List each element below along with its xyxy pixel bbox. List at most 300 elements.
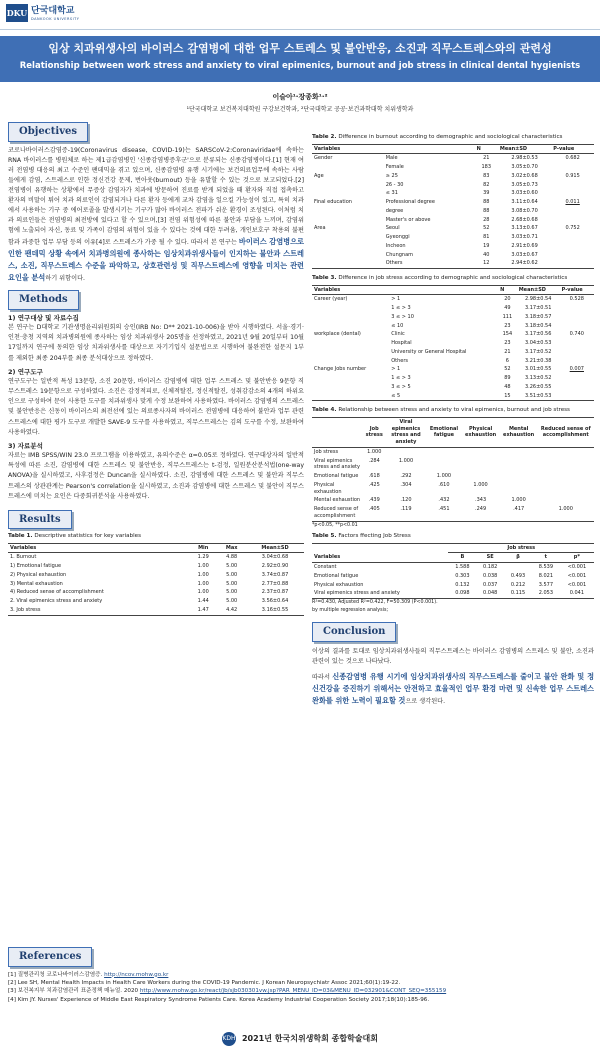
- t5-cell: 8.539: [538, 564, 554, 571]
- reference-item: [8, 971, 594, 979]
- t4-cell: Emotional fatigue: [314, 473, 359, 480]
- table-row: [312, 496, 594, 505]
- t3-header-cell: P-value: [560, 285, 594, 295]
- table-row: [8, 597, 304, 606]
- t3-cell: 15: [498, 392, 517, 401]
- t2-cell: [312, 189, 384, 198]
- logo-mark: DKU: [6, 4, 28, 22]
- t3-cell: 3.21±0.38: [524, 357, 552, 364]
- t3-cell: 23: [504, 322, 511, 329]
- t4-cell: .119: [385, 505, 426, 521]
- t2-cell: Female: [385, 164, 404, 171]
- table2-caption: Table 2. Difference in burnout according to demographic and sociological characteristics: [312, 134, 563, 140]
- t3-cell: 3.17±0.56: [524, 331, 552, 338]
- t5-cell: <0.001: [567, 564, 587, 571]
- t2-cell: [551, 163, 594, 172]
- t5-cell: 1.588: [455, 564, 470, 571]
- t2-cell: 183: [481, 164, 492, 171]
- footer: [0, 1028, 600, 1050]
- t3-cell: 49: [504, 305, 511, 312]
- reference-item: [8, 979, 594, 987]
- table-row: [312, 259, 594, 268]
- t2-cell: 2.91±0.69: [511, 242, 538, 249]
- table-row: [312, 447, 594, 456]
- t3-cell: 1 ≤ > 3: [391, 375, 411, 382]
- t4-cell: [426, 457, 461, 473]
- t5-header-cell: Variables: [312, 553, 448, 563]
- t4-header-cell: Emotional fatigue: [426, 417, 461, 447]
- t4-cell: .405: [363, 505, 385, 521]
- t1-cell: 3.04±0.68: [261, 554, 289, 561]
- t4-cell: .417: [500, 505, 538, 521]
- t1-cell: 1.00: [197, 589, 209, 596]
- t3-cell: [560, 374, 594, 383]
- t4-cell: [538, 481, 594, 497]
- t3-cell: Clinic: [391, 331, 405, 338]
- t5-cell: 0.037: [483, 581, 498, 588]
- t1-cell: 1.47: [189, 606, 217, 615]
- table-row: [312, 357, 594, 366]
- t4-cell: 1.000: [436, 473, 452, 480]
- t3-cell: 111: [502, 313, 513, 320]
- table-row: [8, 606, 304, 615]
- t5-cell: 0.132: [455, 581, 470, 588]
- t2-cell: [312, 242, 384, 251]
- t5-cell: 8.021: [538, 572, 554, 579]
- t2-cell: Area: [314, 225, 326, 232]
- reference-text: [4] Kim JY. Nurses' Experience of Middle East Respiratory Syndrome Patients Care. Korea Academy Industrial Cooperation Society 2017;18(10):185-96.: [8, 996, 430, 1003]
- t3-cell: [312, 392, 389, 401]
- t3-cell: Hospital: [391, 340, 412, 347]
- references-heading: References: [8, 947, 92, 967]
- table-row: [312, 505, 594, 521]
- t3-cell: [560, 313, 594, 322]
- top-bar: [0, 0, 600, 30]
- t4-cell: 1.000: [511, 497, 526, 504]
- t2-cell: [551, 189, 594, 198]
- t2-cell: [312, 233, 384, 242]
- t4-cell: [385, 447, 426, 456]
- logo-kr: 단국대학교: [31, 5, 75, 16]
- table5-note1: R²=0.430, Adjusted R²=0.422, F=50.309 (P<0.001).: [312, 600, 438, 606]
- affiliation: ¹단국대학교 보건복지대학원 구강보건학과, ²단국대학교 공공·보건과학대학 치위생학과: [186, 106, 414, 114]
- t1-cell: 5.00: [226, 563, 238, 570]
- table-row: [312, 295, 594, 304]
- table-row: [312, 365, 594, 374]
- t4-header-cell: Reduced sense of accomplishment: [538, 417, 594, 447]
- t3-cell: ≤ 10: [391, 322, 404, 329]
- t3-cell: 3.51±0.53: [517, 392, 560, 401]
- t2-cell: 2.94±0.62: [498, 259, 551, 268]
- t3-cell: [560, 339, 594, 348]
- table-row: [312, 242, 594, 251]
- t3-cell: [312, 339, 389, 348]
- t2-cell: Gender: [314, 155, 333, 162]
- t2-cell: 0.682: [565, 155, 580, 162]
- t2-cell: [312, 207, 384, 216]
- t4-cell: [426, 447, 461, 456]
- t3-cell: 1 ≤ > 3: [391, 305, 411, 312]
- table3: [312, 285, 594, 402]
- t1-cell: 2. Viral epimenics stress and anxiety: [10, 598, 103, 605]
- t3-cell: 3.01±0.55: [524, 366, 552, 373]
- t3-cell: 0.007: [569, 366, 584, 373]
- t4-cell: Job stress: [314, 448, 339, 455]
- t2-cell: [551, 207, 594, 216]
- table-row: [312, 392, 594, 401]
- t1-header-cell: Max: [217, 543, 246, 553]
- t5-cell: 0.041: [560, 589, 594, 598]
- t3-cell: 6: [505, 357, 509, 364]
- t4-header-cell: [312, 417, 363, 447]
- table-row: [312, 154, 594, 163]
- t2-cell: Seoul: [385, 225, 400, 232]
- t2-cell: 19: [483, 242, 490, 249]
- t1-cell: 1.00: [197, 563, 209, 570]
- methods-text1: 본 연구는 D대학교 기관생명윤리위원회의 승인(IRB No: D** 2021-10-006)을 받아 시행하였다. 서울·경기·인천·충청 지역의 치과병의원에 종사하는 임상 치과위생사 205명을 선정하였고, 2021년 9월 20일부터 10월 17일까지 연구에 동의한 임상 치과위생사를 대상으로 자기기입식 설문법으로 시행하여 불완전한 설문지 1부를 제외한 최종 204부를 최종 분석대상으로 정하였다.: [8, 324, 304, 362]
- t1-cell: 2.77±0.88: [261, 580, 289, 587]
- t2-header-cell: Mean±SD: [498, 144, 551, 154]
- t1-cell: 1.29: [197, 554, 209, 561]
- conclusion-text-2: 따라서: [312, 673, 330, 681]
- t1-cell: 1.00: [197, 580, 209, 587]
- t1-cell: 4) Reduced sense of accomplishment: [10, 589, 104, 596]
- table-row: [312, 207, 594, 216]
- results-heading: Results: [8, 510, 72, 530]
- t2-cell: [312, 163, 384, 172]
- table4: [312, 417, 594, 522]
- conclusion-emphasis: 신종감염병 유행 시기에 임상치과위생사의 직무스트레스를 줄이고 불안 완화 및 정신건강을 증진하기 위해서는 안전하고 효율적인 업무 환경 마련 및 신속한 업무 스트레스 완화를 위한 노력이 필요할 것: [312, 671, 595, 705]
- t2-cell: 2.68±0.68: [511, 216, 538, 223]
- t3-cell: [560, 348, 594, 357]
- t2-cell: Professional degree: [385, 199, 435, 206]
- table1: [8, 543, 304, 616]
- footer-text: 2021년 한국치위생학회 종합학술대회: [241, 1033, 379, 1043]
- t3-cell: 3.18±0.57: [524, 313, 552, 320]
- table-row: [312, 224, 594, 233]
- t2-cell: 0.915: [565, 172, 580, 179]
- t1-cell: 2.37±0.87: [261, 589, 289, 596]
- t4-cell: .284: [368, 457, 380, 464]
- table-row: [312, 589, 594, 598]
- t3-cell: [560, 322, 594, 331]
- t3-cell: [312, 304, 389, 313]
- t2-cell: [312, 181, 384, 190]
- t5-cell: <0.001: [567, 581, 587, 588]
- t2-cell: [551, 242, 594, 251]
- t1-cell: 1. Burnout: [10, 554, 37, 561]
- table-row: [312, 172, 594, 181]
- t3-cell: > 1: [391, 366, 401, 373]
- t4-cell: [500, 447, 538, 456]
- t3-header-cell: N: [498, 285, 517, 295]
- t5-header-cell: SE: [476, 553, 504, 563]
- t4-cell: Reduced sense of accomplishment: [312, 505, 363, 521]
- t4-cell: .439: [368, 497, 380, 504]
- t4-cell: 1.000: [473, 481, 488, 488]
- reference-text: [1] 질병관리청 코로나바이러스감염증.: [8, 971, 105, 978]
- t2-cell: 88: [483, 207, 490, 214]
- t3-header-cell: Mean±SD: [517, 285, 560, 295]
- table2: [312, 144, 594, 270]
- t1-cell: 3. Job stress: [8, 606, 189, 615]
- t4-cell: 1.000: [538, 505, 594, 521]
- methods-text2: 연구도구는 일반적 특성 13문항, 소진 20문항, 바이러스 감염병에 대한 업무 스트레스 및 불안반응 9문항 직무스트레스 19문항으로 구성하였다. 소진은 감정적피로, 신체적탈진, 정신적탈진, 성취감감소의 4개의 하위요인으로 구성하여 문이 사용한 도구를 치과위생사 맞게 수정 보완하여 사용하였다. 바이러스 감염병의 스트레스 및 불안반응은 신동이 바이러스의 최전선에 있는 의료종사자의 바이러스 전염병에 대응하여 불안과 업무 관련 스트레스에 대한 평가 도구로 개발한 SAVE-9 도구를 사용하였고, 직무스트레스는 김의 도구를 수정, 보완하여 사용하였다.: [8, 378, 304, 436]
- reference-text: [3] 보건복지부 치과감염관리 표준정책 매뉴얼. 2020: [8, 988, 140, 995]
- t1-cell: 5.00: [226, 571, 238, 578]
- t3-cell: 0.740: [569, 331, 584, 338]
- t1-cell: 2.92±0.90: [261, 563, 289, 570]
- t1-cell: 5.00: [226, 598, 238, 605]
- methods-sub2: 2) 연구도구: [8, 367, 43, 376]
- table-row: [312, 163, 594, 172]
- t4-cell: .120: [400, 497, 412, 504]
- t3-cell: 3.26±0.55: [524, 383, 552, 390]
- t2-cell: 3.03±0.60: [511, 190, 538, 197]
- t2-header-cell: N: [475, 144, 498, 154]
- table-row: [312, 339, 594, 348]
- logo-en: DANKOOK UNIVERSITY: [31, 16, 80, 21]
- t3-cell: 20: [504, 296, 511, 303]
- t3-cell: [560, 304, 594, 313]
- t3-cell: 52: [504, 366, 511, 373]
- t2-cell: ≤ 31: [385, 190, 398, 197]
- t4-cell: .249: [461, 505, 499, 521]
- t2-header-cell: Variables: [312, 144, 384, 154]
- t2-cell: 3.03±0.67: [511, 251, 538, 258]
- t2-cell: 83: [483, 172, 490, 179]
- reference-item: [8, 987, 594, 995]
- t2-cell: [551, 181, 594, 190]
- t5-cell: Emotional fatigue: [314, 572, 359, 579]
- t4-cell: [500, 472, 538, 481]
- table-row: [312, 322, 594, 331]
- t3-cell: [560, 383, 594, 392]
- t2-cell: [551, 259, 594, 268]
- t2-cell: Master's or above: [385, 216, 431, 223]
- reference-link: http://ncov.mohw.go.kr: [104, 971, 169, 978]
- table-row: [312, 233, 594, 242]
- table-row: [312, 198, 594, 207]
- table-row: [312, 330, 594, 339]
- t2-cell: 21: [483, 155, 490, 162]
- t3-header-cell: [389, 285, 498, 295]
- t5-cell: <0.001: [567, 572, 587, 579]
- t5-cell: 2.053: [532, 589, 560, 598]
- society-logo-icon: KDH: [222, 1032, 236, 1046]
- t1-cell: 3.56±0.64: [261, 598, 289, 605]
- t5-cell: [504, 563, 532, 572]
- t3-cell: 3 ≤ > 5: [391, 383, 411, 390]
- table-row: [312, 383, 594, 392]
- t1-cell: 2) Physical exhaustion: [10, 571, 67, 578]
- t5-group-blank: [312, 543, 448, 553]
- table-row: [312, 304, 594, 313]
- t4-cell: Physical exhaustion: [314, 481, 342, 495]
- t2-cell: 3.05±0.70: [511, 164, 538, 171]
- t2-cell: 3.02±0.68: [511, 172, 538, 179]
- t3-cell: [312, 313, 389, 322]
- t4-cell: 1.000: [367, 448, 382, 455]
- table-row: [8, 553, 304, 562]
- objectives-emphasis: 바이러스 감염병으로 인한 팬데믹 상황 속에서 치과병의원에 종사하는 임상치과위생사들이 인지하는 불안과 스트레스, 소진, 직무스트레스 수준을 파악하고, 상호관련성 및 직무스트레스에 영향을 미치는 관련 요인을 분석: [8, 236, 304, 283]
- reference-text: [2] Lee SH, Mental Health Impacts in Health Care Workers during the COVID-19 Pandemic. J Korean Neuropsychiatr Assoc 2021;60(1):19-22.: [8, 979, 401, 986]
- conclusion-heading: Conclusion: [312, 622, 396, 642]
- t2-cell: Gyeonggi: [385, 234, 410, 241]
- table-row: [312, 572, 594, 581]
- t2-cell: 3.11±0.64: [511, 199, 538, 206]
- t3-cell: 3.13±0.52: [524, 375, 552, 382]
- t4-cell: .304: [400, 481, 412, 488]
- objectives-text-2: 하기 위함이다.: [45, 275, 86, 283]
- t3-cell: [312, 374, 389, 383]
- t4-header-cell: Mental exhaustion: [500, 417, 538, 447]
- t2-cell: 0.011: [565, 199, 580, 206]
- t3-cell: ≤ 5: [389, 392, 498, 401]
- t4-cell: .610: [438, 481, 450, 488]
- t2-cell: 3.08±0.70: [511, 207, 538, 214]
- t5-header-cell: β: [504, 553, 532, 563]
- t5-cell: Viral epimenics stress and anxiety: [312, 589, 448, 598]
- title-en: Relationship between work stress and anxiety to viral epimenics, burnout and job stress in clinical dental hygienists: [19, 60, 581, 71]
- t5-cell: 0.115: [504, 589, 532, 598]
- t4-cell: Mental exhaustion: [314, 497, 361, 504]
- t2-cell: 12: [475, 259, 498, 268]
- table-row: [312, 216, 594, 225]
- table-row: [8, 562, 304, 571]
- t3-cell: 154: [502, 331, 513, 338]
- t3-cell: Career (year): [314, 296, 348, 303]
- t1-header-cell: Variables: [8, 543, 189, 553]
- reference-item: [8, 996, 594, 1004]
- methods-sub3: 3) 자료분석: [8, 441, 43, 450]
- t4-cell: [538, 457, 594, 473]
- table5-caption: Table 5. Factors ffecting Job Stress: [312, 533, 411, 540]
- t3-cell: Change Jobs number: [314, 366, 367, 373]
- references-section: [8, 947, 594, 1004]
- table-row: [312, 348, 594, 357]
- t1-cell: 1.44: [197, 598, 209, 605]
- t3-cell: Others: [391, 357, 408, 364]
- table3-caption: Table 3. Difference in job stress according to demographic and sociological characteristics: [312, 275, 568, 282]
- t2-cell: 3.05±0.73: [511, 181, 538, 188]
- t2-cell: 40: [483, 251, 490, 258]
- t2-cell: 82: [483, 181, 490, 188]
- t3-cell: workplace (dental): [314, 331, 361, 338]
- t5-cell: 0.212: [510, 581, 526, 588]
- methods-text3: 자료는 IMB SPSS/WIN 23.0 프로그램을 이용하였고, 유의수준은 α=0.05로 정하였다. 연구대상자의 일반적 특성에 따른 소진, 감염병에 대한 스트레스 및 불안반응, 직무스트레스는 t-검정, 일원분산분석법(one-way ANOVA)을 실시하였고, 사후검정은 Duncan을 실시하였다. 소진, 감염병에 대한 스트레스 및 불안과 직무스트레스의 상관관계는 Pearson's correlation을 실시하였고, 소진과 감염병에 대한 스트레스 및 불안이 직무스트레스에 미치는 요인은 다중회귀분석을 사용하였다.: [8, 452, 304, 500]
- t4-cell: .432: [438, 497, 450, 504]
- methods-heading: Methods: [8, 290, 79, 310]
- t5-cell: Constant: [314, 564, 337, 571]
- t4-cell: [538, 496, 594, 505]
- t1-header-cell: Min: [189, 543, 217, 553]
- table-row: [312, 481, 594, 497]
- t5-cell: Physical exhaustion: [314, 581, 364, 588]
- table-row: [312, 457, 594, 473]
- t4-header-cell: Job stress: [363, 417, 385, 447]
- right-column: [312, 134, 594, 707]
- t3-cell: 2.98±0.54: [524, 296, 552, 303]
- table5-note2: by multiple regression analysis;: [312, 607, 389, 613]
- t4-cell: 1.000: [398, 457, 414, 464]
- t2-cell: 81: [483, 234, 490, 241]
- t4-header-cell: Physical exhaustion: [461, 417, 499, 447]
- t3-cell: 3.18±0.54: [524, 322, 552, 329]
- t2-header-cell: P-value: [551, 144, 594, 154]
- author-names: 이슬아¹·장종화¹·²: [272, 93, 328, 101]
- table-row: [312, 251, 594, 260]
- table4-note: *p<0.05, **p<0.01: [312, 522, 358, 528]
- t2-cell: 28: [483, 216, 490, 223]
- t2-cell: [551, 251, 594, 260]
- t2-cell: 26 - 30: [385, 181, 404, 188]
- t3-cell: 23: [504, 340, 511, 347]
- reference-list: [8, 971, 594, 1005]
- table-row: [312, 181, 594, 190]
- t2-cell: 39: [483, 190, 490, 197]
- conclusion-text-3: 으로 생각된다.: [405, 697, 446, 705]
- objectives-heading: Objectives: [8, 122, 88, 142]
- t3-cell: 0.528: [569, 296, 584, 303]
- t1-cell: 4.88: [226, 554, 238, 561]
- table-row: [8, 588, 304, 597]
- t3-cell: 21: [504, 348, 511, 355]
- t2-cell: 3.03±0.71: [511, 234, 538, 241]
- t1-cell: 4.42: [217, 606, 246, 615]
- t4-cell: .618: [368, 473, 380, 480]
- t2-cell: degree: [385, 207, 404, 214]
- table5: [312, 543, 594, 600]
- t3-cell: [312, 357, 389, 366]
- t5-header-cell: t: [532, 553, 560, 563]
- t3-cell: 3.17±0.51: [524, 305, 552, 312]
- table-row: [312, 374, 594, 383]
- t5-header-cell: B: [448, 553, 476, 563]
- title-kr: 임상 치과위생사의 바이러스 감염병에 대한 업무 스트레스 및 불안반응, 소진과 직무스트레스와의 관련성: [48, 42, 552, 55]
- t2-cell: 88: [483, 199, 490, 206]
- t1-cell: 3.16±0.55: [246, 606, 304, 615]
- t4-cell: Viral epimenics stress and anxiety: [314, 457, 360, 471]
- t5-header-cell: p*: [560, 553, 594, 563]
- t2-cell: 52: [483, 225, 490, 232]
- t4-cell: [461, 457, 499, 473]
- table4-caption: Table 4. Relationship between stress and anxiety to viral epimenics, burnout and job stress: [312, 407, 570, 414]
- t1-cell: 1) Emotional fatigue: [10, 563, 62, 570]
- table-row: [312, 563, 594, 572]
- t4-cell: .292: [400, 473, 412, 480]
- t2-cell: Final education: [314, 199, 352, 206]
- t4-cell: .451: [426, 505, 461, 521]
- t1-cell: 3.74±0.87: [261, 571, 289, 578]
- t2-cell: ≥ 25: [385, 172, 398, 179]
- t2-cell: Age: [314, 172, 324, 179]
- t1-header-cell: Mean±SD: [246, 543, 304, 553]
- t3-cell: 48: [504, 383, 511, 390]
- conclusion-text-1: 이상의 결과를 토대로 임상치과위생사들의 직무스트레스는 바이러스 감염병의 스트레스 및 불안, 소진과 관련이 있는 것으로 나타났다.: [312, 647, 594, 665]
- t3-cell: 3 ≤ > 10: [391, 313, 414, 320]
- reference-link: http://www.mohw.go.kr/react/jb/sjb030301vw.jsp?PAR_MENU_ID=03&MENU_ID=032901&CONT_SEQ=355159: [139, 988, 447, 995]
- t1-cell: 5.00: [226, 580, 238, 587]
- t4-cell: [538, 472, 594, 481]
- table-row: [312, 472, 594, 481]
- table-row: [312, 581, 594, 590]
- t2-cell: Others: [384, 259, 475, 268]
- university-logo: [6, 4, 79, 22]
- t3-cell: [312, 348, 389, 357]
- table1-caption: Table 1. Descriptive statistics for key variables: [8, 533, 141, 540]
- t2-header-cell: [384, 144, 475, 154]
